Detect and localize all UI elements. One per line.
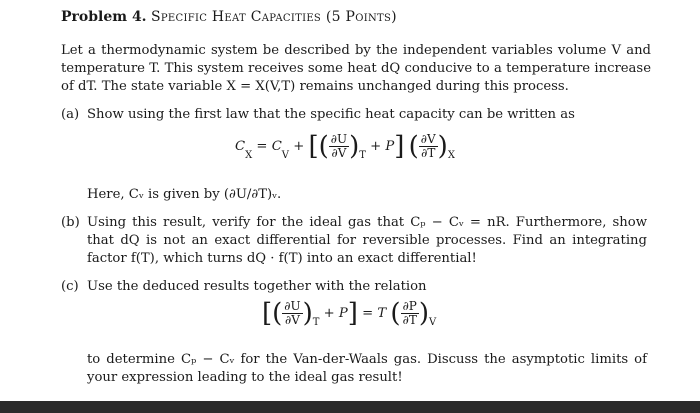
part-c-text: Use the deduced results together with the relation	[87, 279, 427, 294]
part-b-text: Using this result, verify for the ideal gas that Cₚ − Cᵥ = nR. Furthermore, show that dQ is not an exact differential for reversible processes. Find an integrating factor f(T), which turns dQ · f(T) into an exact differential!	[87, 215, 647, 266]
part-c-label: (c)	[61, 279, 79, 294]
part-a-after: Here, Cᵥ is given by (∂U/∂T)ᵥ.	[87, 187, 282, 202]
part-b-label: (b)	[61, 215, 80, 230]
equation-relation: [( $\frac{\partial U}{\partial V}$ )$_T + P] = T$ ( $\frac{\partial P}{\partial T}$ )$_V$	[262, 298, 437, 329]
bottom-bar	[0, 401, 700, 413]
equation-heat-capacity: $C_X = C_V$ + [( $\frac{\partial U}{\partial V}$ )$_T + P$] ( $\frac{\partial V}{\partial T}$ )$_X$	[235, 131, 455, 162]
problem-intro: Let a thermodynamic system be described by the independent variables volume V and temperature T. This system receives some heat dQ conducive to a temperature increase of dT. The state variable X = X(V,T) remains unchanged during this process.	[61, 43, 651, 94]
problem-title: Specific Heat Capacities (5 Points)	[151, 9, 397, 25]
part-a-label: (a)	[61, 107, 80, 122]
part-c-after: to determine Cₚ − Cᵥ for the Van-der-Waals gas. Discuss the asymptotic limits of your expression leading to the ideal gas result!	[87, 352, 647, 385]
problem-number: Problem 4.	[61, 9, 147, 25]
problem-heading	[61, 8, 397, 26]
part-a-text: Show using the first law that the specific heat capacity can be written as	[87, 107, 575, 122]
